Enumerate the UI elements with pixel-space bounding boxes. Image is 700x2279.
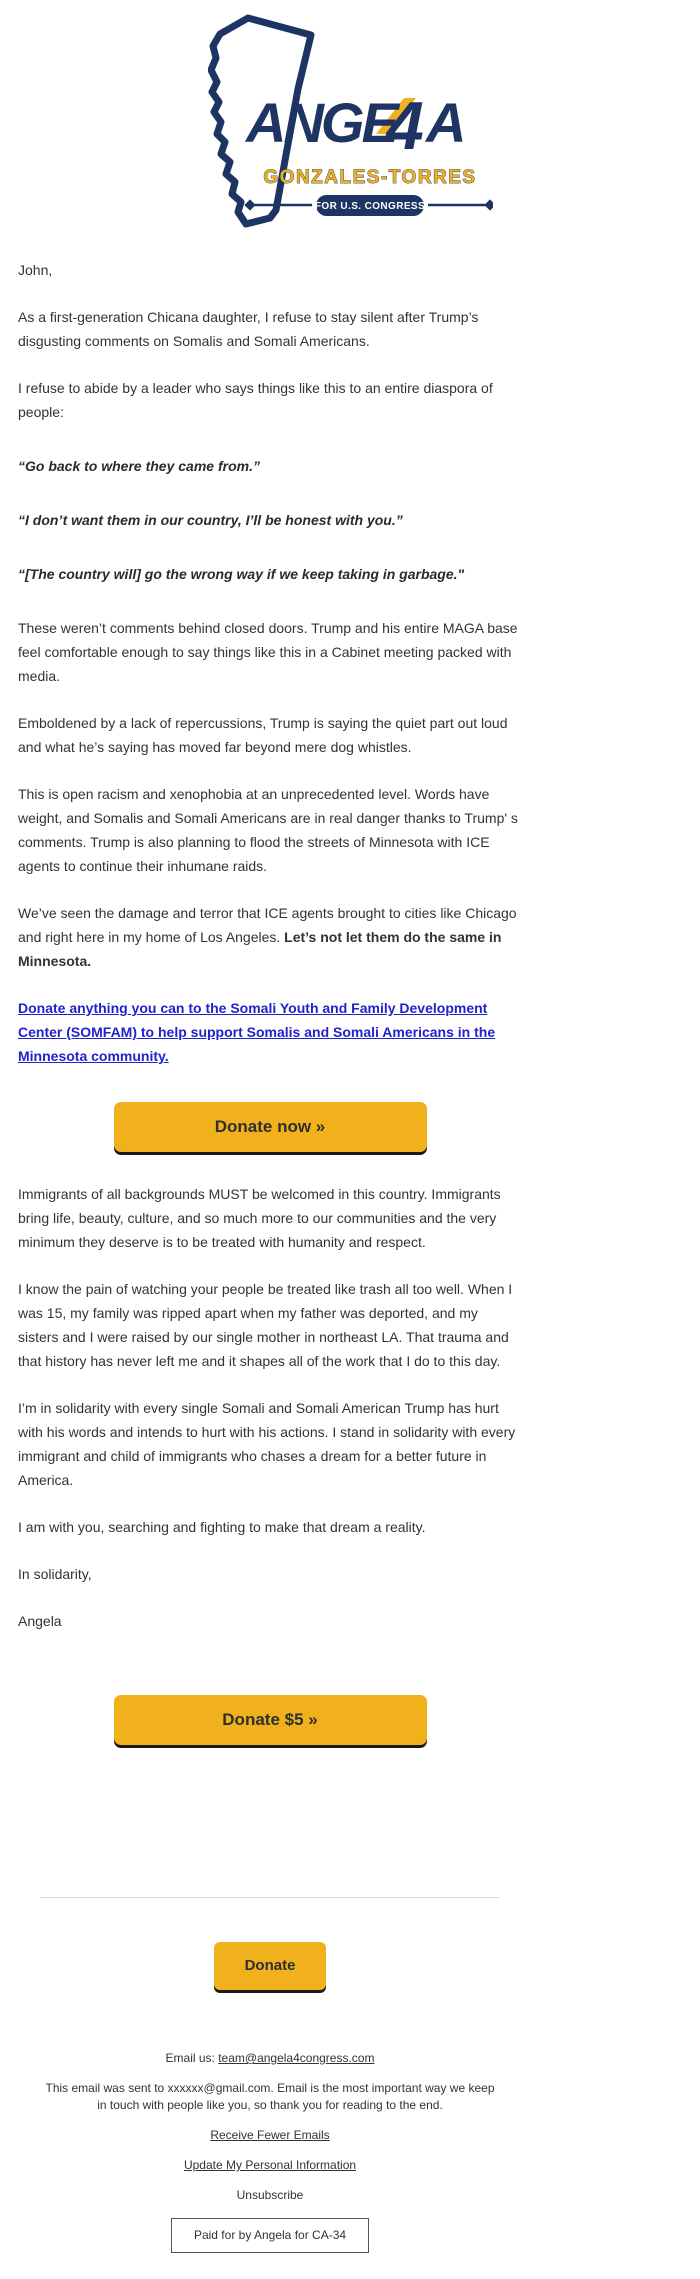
paragraph-intro-2: I refuse to abide by a leader who says things like this to an entire diaspora of people: [18, 380, 493, 420]
logo-name-prefix: ANGE [245, 91, 396, 154]
unsubscribe-line [18, 2187, 522, 2204]
paid-for-row [18, 2204, 522, 2253]
contact-email-link[interactable]: team@angela4congress.com [218, 2051, 375, 2065]
email-us-label: Email us: [165, 2051, 219, 2065]
receive-fewer-line [18, 2127, 522, 2144]
logo-name-numeral: 4 [385, 88, 424, 164]
divider [40, 1897, 500, 1898]
somfam-link-paragraph [18, 996, 522, 1068]
unsubscribe-link[interactable]: Unsubscribe [236, 2188, 304, 2202]
signature: Angela [18, 1613, 62, 1629]
logo-name-suffix: A [425, 91, 466, 154]
trump-quote-3: “[The country will] go the wrong way if we keep taking in garbage." [18, 566, 465, 582]
campaign-logo [208, 12, 493, 230]
update-info-line [18, 2157, 522, 2174]
paragraph-closed-doors: These weren’t comments behind closed doors. Trump and his entire MAGA base feel comfortable enough to say things like this in a Cabinet meeting packed with media. [18, 620, 518, 684]
paragraph-pain: I know the pain of watching your people be treated like trash all too well. When I was 15, my family was ripped apart when my father was deported, and my sisters and I were raised by our single mother in northeast LA. That trauma and that history has never left me and it shapes all of the work that I do to this day. [18, 1281, 513, 1369]
logo-last-name: GONZALES-TORRES [262, 167, 477, 188]
email-content [0, 258, 540, 2279]
donate-now-row [18, 1102, 522, 1152]
greeting: John, [18, 262, 53, 278]
footer-donate-button[interactable]: Donate [214, 1942, 326, 1990]
paragraph-racism: This is open racism and xenophobia at an unprecedented level. Words have weight, and Somalis and Somali Americans are in real danger thanks to Trump' s comments. Trump is also planning to flood the streets of Minnesota with ICE agents to continue their inhumane raids. [18, 786, 518, 874]
logo-row [0, 0, 700, 235]
paragraph-intro-1: As a first-generation Chicana daughter, I refuse to stay silent after Trump’s disgusting comments on Somalis and Somali Americans. [18, 309, 479, 349]
somfam-donate-link[interactable]: Donate anything you can to the Somali Youth and Family Development Center (SOMFAM) to help support Somalis and Somali Americans in the Minnesota community. [18, 1000, 496, 1064]
signoff: In solidarity, [18, 1566, 92, 1582]
footer-donate-row [18, 1942, 522, 1990]
sent-note: This email was sent to xxxxxx@gmail.com. Email is the most important way we keep in touch with people like you, so thank you for reading to the end. [45, 2081, 495, 2112]
bottom-spacer [18, 2253, 522, 2279]
badge-diamond-left [244, 199, 255, 210]
donate-5-button[interactable]: Donate $5 » [114, 1695, 427, 1745]
logo-tagline: FOR U.S. CONGRESS [314, 201, 425, 212]
badge-diamond-right [484, 199, 493, 210]
receive-fewer-emails-link[interactable]: Receive Fewer Emails [210, 2128, 330, 2142]
paragraph-damage-text: We’ve seen the damage and terror that ICE agents brought to cities like Chicago and right here in my home of Los Angeles. [18, 905, 517, 945]
email-us-line [18, 2050, 522, 2067]
paid-for-disclaimer: Paid for by Angela for CA-34 [171, 2218, 369, 2253]
email-footer [18, 2050, 522, 2279]
paragraph-damage-bold: Let’s not let them do the same in Minnesota. [18, 929, 502, 969]
paragraph-damage [18, 901, 522, 973]
paragraph-immigrants: Immigrants of all backgrounds MUST be welcomed in this country. Immigrants bring life, beauty, culture, and so much more to our communities and the very minimum they deserve is to be treated with humanity and respect. [18, 1186, 501, 1250]
trump-quote-2: “I don’t want them in our country, I’ll be honest with you.” [18, 512, 403, 528]
trump-quote-1: “Go back to where they came from.” [18, 458, 260, 474]
update-personal-information-link[interactable]: Update My Personal Information [183, 2158, 357, 2172]
donate-5-row [18, 1695, 522, 1745]
donate-now-button[interactable]: Donate now » [114, 1102, 427, 1152]
paragraph-with-you: I am with you, searching and fighting to make that dream a reality. [18, 1519, 426, 1535]
paragraph-solidarity: I’m in solidarity with every single Somali and Somali American Trump has hurt with his words and intends to hurt with his actions. I stand in solidarity with every immigrant and child of immigrants who chases a dream for a better future in America. [18, 1400, 516, 1488]
paragraph-emboldened: Emboldened by a lack of repercussions, Trump is saying the quiet part out loud and what he’s saying has moved far beyond mere dog whistles. [18, 715, 508, 755]
